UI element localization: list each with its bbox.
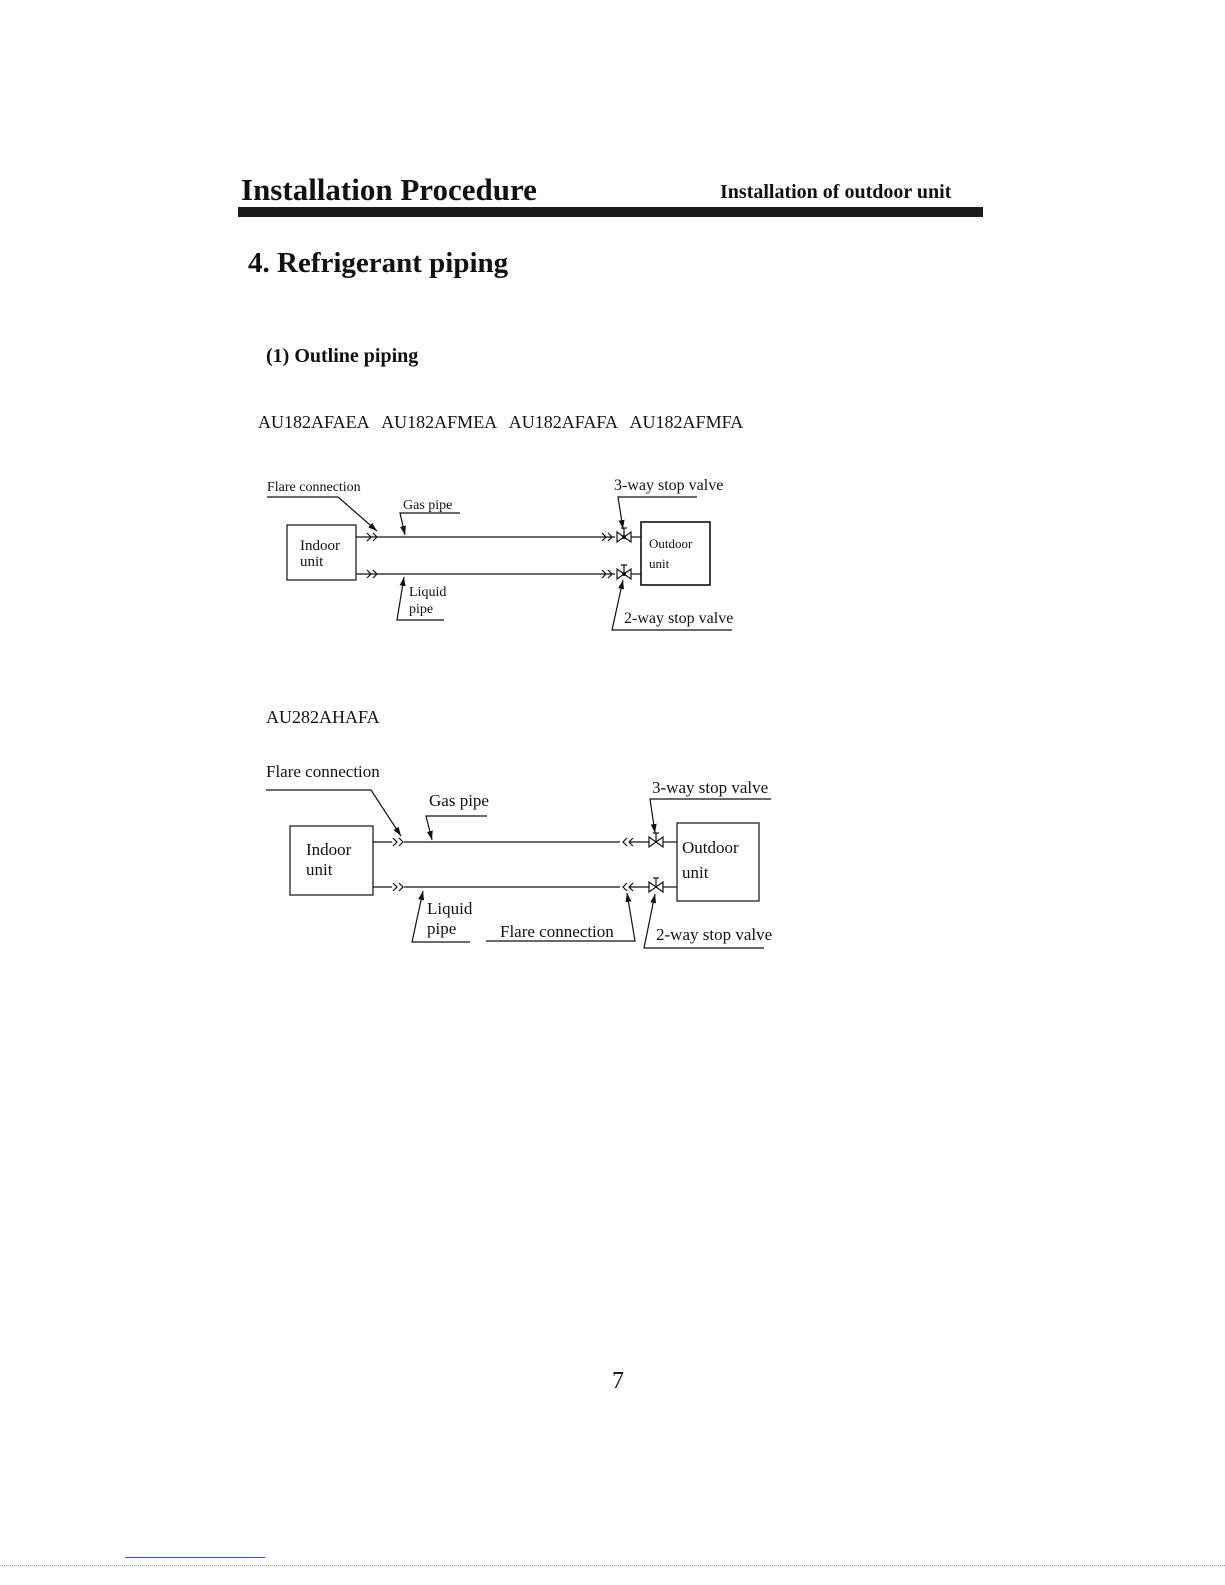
liquid-pipe-label: pipe xyxy=(409,602,434,617)
outdoor-label: Outdoor xyxy=(682,838,739,857)
header-subtitle: Installation of outdoor unit xyxy=(720,181,952,203)
gas-pipe-label: Gas pipe xyxy=(403,498,453,513)
page-number: 7 xyxy=(612,1368,624,1394)
diagram2 xyxy=(266,762,772,948)
footer-divider xyxy=(0,1565,1225,1566)
liquid-pipe-line xyxy=(373,878,677,892)
two-way-valve-label: 2-way stop valve xyxy=(656,925,773,944)
gas-pipe-line xyxy=(373,833,677,847)
indoor-label: Indoor xyxy=(300,538,340,554)
three-way-valve-label: 3-way stop valve xyxy=(652,778,769,797)
outdoor-unit-box xyxy=(641,522,710,585)
indoor-label: unit xyxy=(300,554,324,570)
liquid-pipe-label: Liquid xyxy=(427,899,473,918)
flare-connection-label: Flare connection xyxy=(267,480,361,495)
outdoor-unit-box xyxy=(677,823,759,901)
indoor-label: unit xyxy=(306,860,333,879)
two-way-valve-label: 2-way stop valve xyxy=(624,610,734,627)
gas-pipe-line xyxy=(356,528,641,542)
outdoor-label: unit xyxy=(649,556,670,571)
footer-link-underline xyxy=(125,1557,265,1558)
gas-pipe-label: Gas pipe xyxy=(429,791,489,810)
diagram1-models: AU182AFAEA AU182AFMEA AU182AFAFA AU182AFMFA xyxy=(258,412,744,432)
subsection-title: (1) Outline piping xyxy=(266,345,419,367)
section-title: 4. Refrigerant piping xyxy=(248,247,509,279)
header-title: Installation Procedure xyxy=(241,172,537,207)
three-way-valve-label: 3-way stop valve xyxy=(614,477,724,494)
diagram1 xyxy=(267,477,733,630)
indoor-label: Indoor xyxy=(306,840,352,859)
flare-connection-label: Flare connection xyxy=(266,762,380,781)
outdoor-label: unit xyxy=(682,863,709,882)
liquid-pipe-label: Liquid xyxy=(409,585,447,600)
flare-connection-label-2: Flare connection xyxy=(500,922,614,941)
diagram2-models: AU282AHAFA xyxy=(266,707,380,727)
outdoor-label: Outdoor xyxy=(649,536,693,551)
liquid-pipe-line xyxy=(356,565,641,579)
liquid-pipe-label: pipe xyxy=(427,919,457,938)
